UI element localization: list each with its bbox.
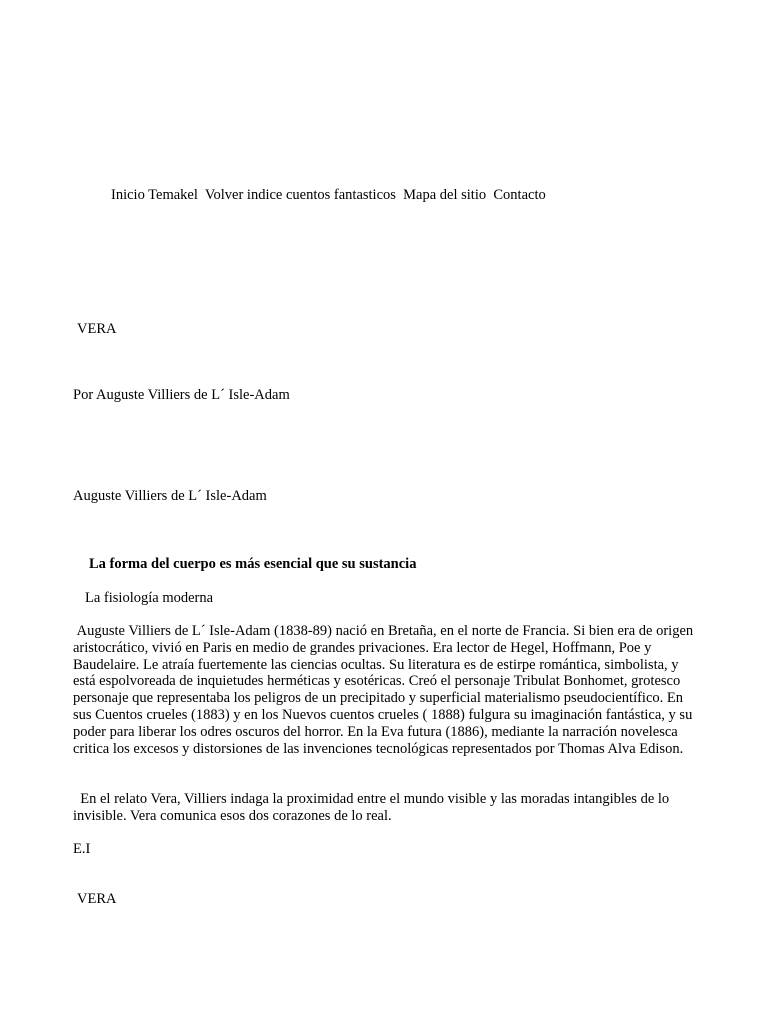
signature: E.I [73, 841, 91, 857]
byline: Por Auguste Villiers de L´ Isle-Adam [73, 387, 290, 403]
nav-separator [198, 187, 205, 203]
epigraph: La forma del cuerpo es más esencial que su sustancia [89, 556, 417, 572]
commentary-paragraph [73, 791, 698, 825]
story-title-repeat: VERA [77, 891, 117, 907]
intro-paragraph-text: Auguste Villiers de L´ Isle-Adam (1838-89) nació en Bretaña, en el norte de Francia. Si bien era de origen aristocrático, vivió en Paris en medio de grandes privaciones. Era lector de Hegel, Hoffmann, Poe y Baudelaire. Le atraía fuertemente las ciencias ocultas. Su literatura es de estirpe romántica, simbolista, y está espolvoreada de inquietudes herméticas y esotéricas. Creó el personaje Tribulat Bonhomet, grotesco personaje que representaba los peligros de un precipitado y superficial materialismo pseudocientífico. En sus Cuentos crueles (1883) y en los Nuevos cuentos crueles ( 1888) fulgura su imaginación fantástica, y su poder para liberar los odres oscuros del horror. En la Eva futura (1886), mediante la narración novelesca critica los excesos y distorsiones de las invenciones tecnológicas representados por Thomas Alva Edison. [73, 623, 694, 757]
nav-link-contacto[interactable]: Contacto [493, 187, 546, 203]
story-title: VERA [77, 321, 117, 337]
author-caption: Auguste Villiers de L´ Isle-Adam [73, 488, 267, 504]
nav-link-volver-indice[interactable]: Volver indice cuentos fantasticos [204, 187, 396, 203]
top-navigation [111, 187, 546, 204]
nav-link-mapa-del-sitio[interactable]: Mapa del sitio [403, 187, 487, 203]
epigraph-source: La fisiología moderna [85, 590, 214, 606]
nav-link-inicio-temakel[interactable]: Inicio Temakel [111, 187, 198, 203]
intro-paragraph [73, 623, 698, 757]
commentary-paragraph-text: En el relato Vera, Villiers indaga la proximidad entre el mundo visible y las moradas intangibles de lo invisible. Vera comunica esos dos corazones de lo real. [73, 791, 670, 824]
